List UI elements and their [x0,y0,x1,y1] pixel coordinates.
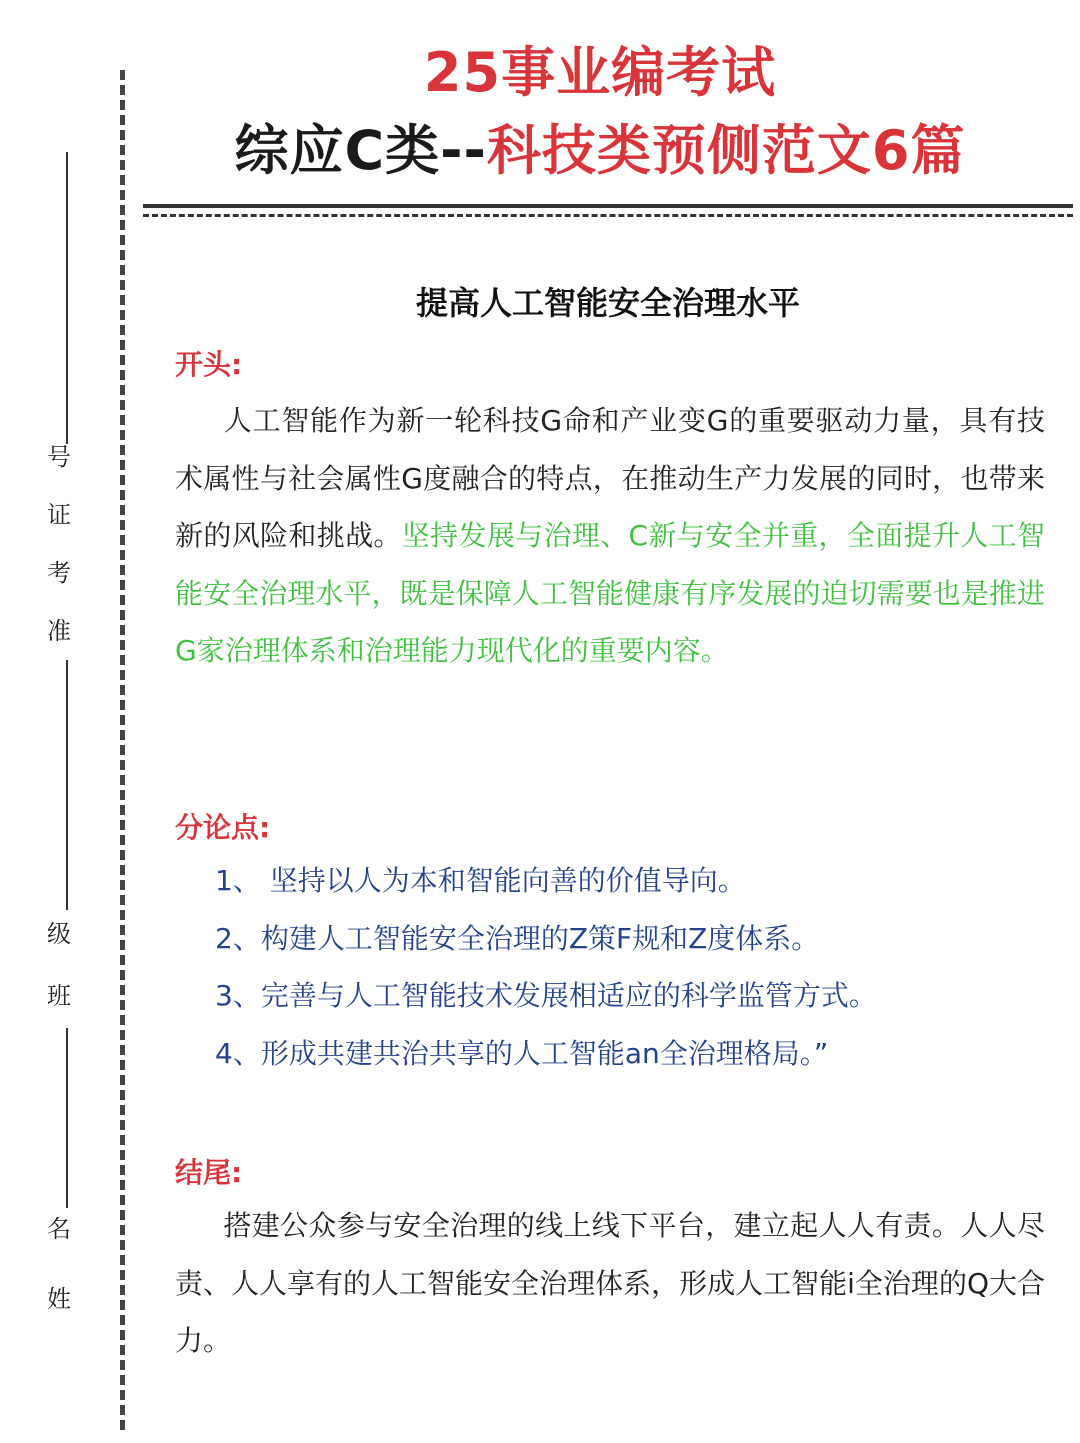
header-title-highlight: 科技类预侧范文6篇 [486,119,966,182]
exam-id-char: 证 [47,501,71,529]
closing-paragraph [175,1197,1045,1370]
closing-label: 结尾: [175,1156,243,1189]
binding-dashed-line [120,70,125,1430]
name-char: 姓 [47,1285,71,1313]
header-divider-dashed [143,214,1073,217]
point-item: 3、完善与人工智能技术发展相适应的科学监管方式。 [215,979,877,1012]
name-blank-line [66,1028,68,1208]
point-item: 2、构建人工智能安全治理的Z策F规和Z度体系。 [215,921,820,955]
exam-id-char: 准 [47,617,71,645]
points-list [215,852,1045,1082]
point-item: 1、 坚持以人为本和智能向善的价值导向。 [215,864,746,897]
exam-id-char: 号 [47,443,71,471]
name-label [42,1200,76,1328]
header-title-line2 [0,108,1080,185]
opening-text: 人工智能作为新一轮科技G命和产业变G的重要驱动力量，具有技术属性与社会属性G度融合的特点，在推动生产力发展的同时，也带来新的风险和挑战。 [175,404,1045,552]
class-char: 班 [47,982,71,1010]
opening-label: 开头: [175,348,243,381]
opening-highlight-text: 坚持发展与治理、C新与安全并重，全面提升人工智能安全治理水平，既是保障人工智能健康有序发展的迫切需要也是推进G家治理体系和治理能力现代化的重要内容。 [175,519,1045,667]
closing-text: 搭建公众参与安全治理的线上线下平台，建立起人人有责。人人尽责、人人享有的人工智能安全治理体系，形成人工智能i全治理的Q大合力。 [175,1209,1045,1357]
points-label: 分论点: [175,811,271,844]
class-blank-line [66,660,68,910]
point-item: 4、形成共建共治共享的人工智能an全治理格局。” [215,1036,829,1070]
exam-id-blank-line [66,152,68,444]
exam-id-label [42,428,76,660]
header-title-prefix: 综应C类-- [234,119,487,182]
essay-title: 提高人工智能安全治理水平 [415,284,800,322]
class-label [42,905,76,1025]
name-char: 名 [47,1215,71,1243]
exam-id-char: 考 [47,559,71,587]
class-char: 级 [47,920,71,948]
header-title-line1: 25事业编考试 [423,41,777,104]
header-divider-solid [143,204,1073,208]
opening-paragraph [175,392,1045,680]
